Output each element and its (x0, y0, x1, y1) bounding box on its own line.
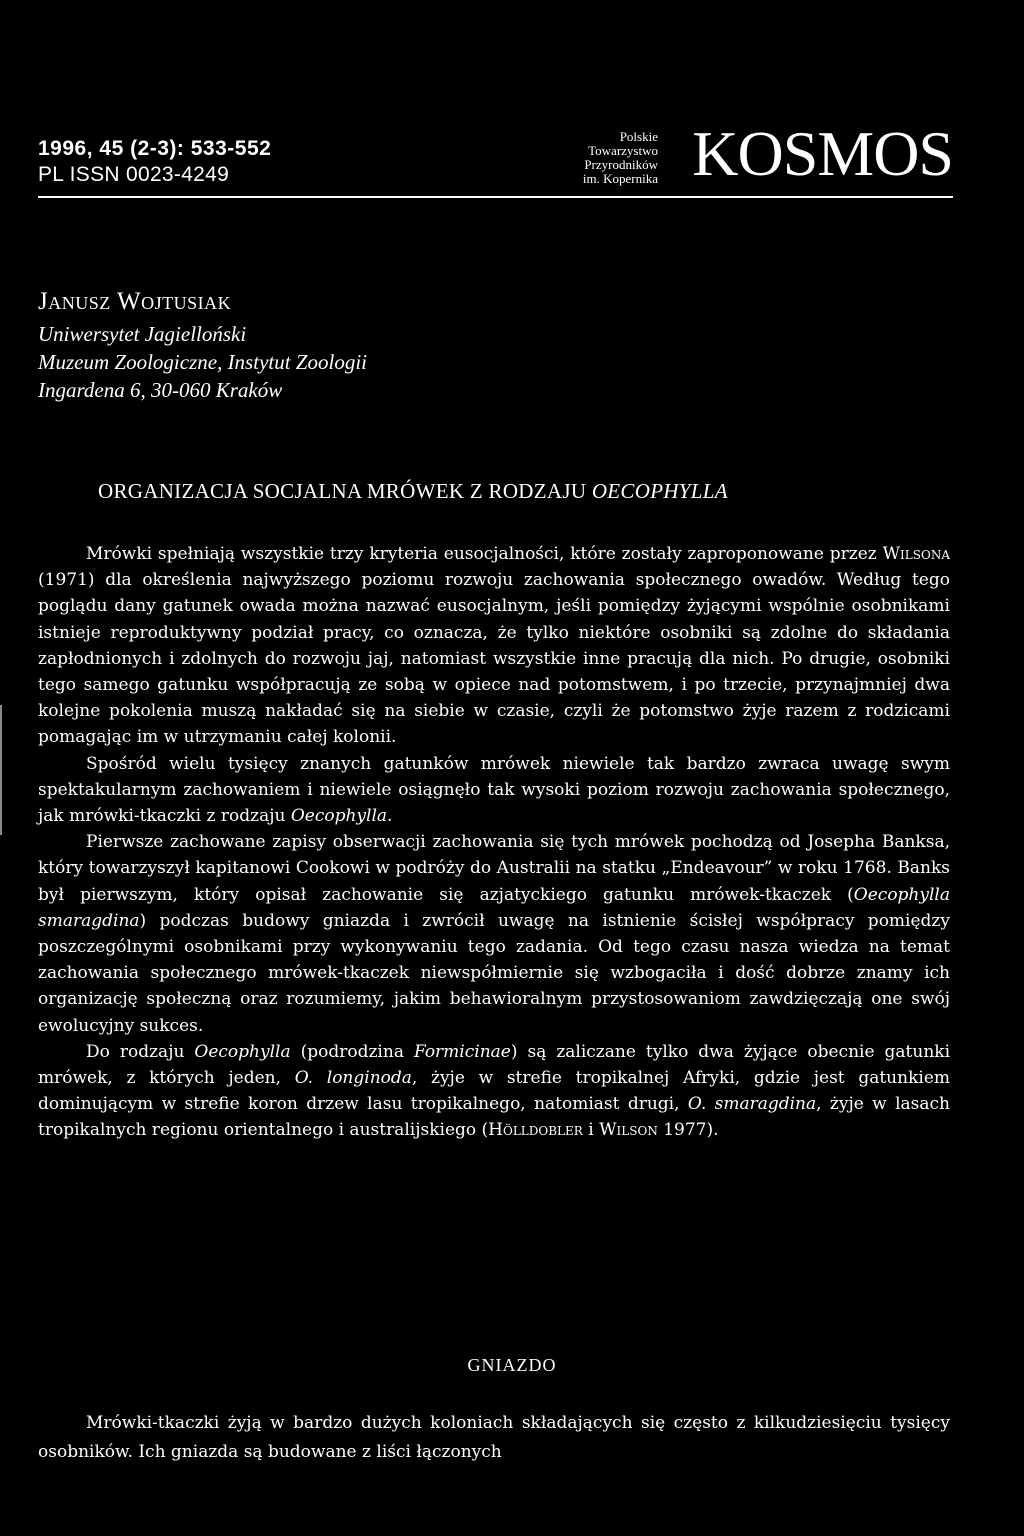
article-title (98, 476, 978, 506)
taxon-name: O. longinoda (294, 1068, 412, 1089)
issn: PL ISSN 0023-4249 (38, 163, 230, 186)
section-heading: GNIAZDO (467, 1355, 557, 1375)
text-run: ) są zaliczane tylko dwa żyjące obecnie gatunki mrówek, z których jeden, (38, 1041, 951, 1089)
title-genus: OECOPHYLLA (591, 479, 728, 503)
author-citation: Wilson (599, 1120, 658, 1141)
society-line: Towarzystwo (588, 143, 658, 158)
text-run: ) podczas budowy gniazda i zwrócił uwagę na istnienie ścisłej współpracy pomiędzy poszczególnymi osobnikami przy wykonywaniu tego zadania. Od tego czasu nasza wiedza na temat zachowania społecznego mrówek-tkaczek niewspółmiernie się wzbogaciła i dość dobrze znamy ich organizację społeczną oraz rozumiemy, jakim behawioralnym przystosowaniom zawdzięczają one swój ewolucyjny sukces. (38, 910, 950, 1036)
section-body (38, 1409, 950, 1467)
paragraph: Mrówki-tkaczki żyją w bardzo dużych koloniach składających się często z kilkudziesięciu tysięcy osobników. Ich gniazda są budowane z liści łączonych (38, 1413, 950, 1462)
title-main: ORGANIZACJA SOCJALNA MRÓWEK Z RODZAJU (98, 479, 592, 503)
taxon-name: Oecophylla (290, 806, 388, 827)
text-run: Spośród wielu tysięcy znanych gatunków mrówek niewiele tak bardzo zwraca uwagę swym spektakularnym zachowaniem i niewiele osiągnęło tak wysoki poziom rozwoju zachowania społecznego, jak mrówki-tkaczki z rodzaju (38, 753, 950, 827)
taxon-name: Oecophylla smaragdina (38, 884, 950, 931)
society-name (508, 130, 658, 186)
text-run: i (582, 1120, 600, 1141)
author-citation: Hölldobler (488, 1120, 583, 1141)
affiliation-line: Uniwersytet Jagielloński (38, 322, 247, 346)
paragraph (38, 541, 950, 751)
text-run: 1977). (657, 1120, 719, 1141)
text-run: (1971) dla określenia najwyższego poziomu rozwoju zachowania społecznego owadów. Według tego poglądu dany gatunek owada można nazwać eusocjalnym, jeśli pomiędzy żyjącymi wspólnie osobnikami istnieje reproduktywny podział pracy, co oznacza, że tylko niektóre osobniki są zdolne do składania zapłodnionych i zdolnych do rozwoju jaj, natomiast wszystkie inne pracują dla nich. Po drugie, osobniki tego samego gatunku współpracują ze sobą w opiece nad potomstwem, i po trzecie, przynajmniej dwa kolejne pokolenia muszą nakładać się na siebie w czasie, czyli że potomstwo żyje razem z rodzicami pomagając im w utrzymaniu całej kolonii. (38, 570, 950, 748)
header-rule (38, 196, 953, 198)
taxon-name: O. smaragdina (687, 1094, 817, 1115)
affiliation-line: Muzeum Zoologiczne, Instytut Zoologii (38, 350, 367, 374)
text-run: Do rodzaju (86, 1041, 195, 1062)
paragraph (38, 751, 950, 830)
text-run: , żyje w lasach tropikalnych regionu orientalnego i australijskiego ( (38, 1094, 950, 1141)
journal-header (38, 118, 953, 205)
paragraph (38, 829, 950, 1039)
text-run: . (387, 806, 393, 827)
margin-mark (0, 705, 2, 835)
author-citation: Wilsona (882, 544, 950, 564)
text-run: Mrówki spełniają wszystkie trzy kryteria eusocjalności, które zostały zaproponowane przez (86, 544, 883, 564)
taxon-name: Oecophylla (194, 1041, 291, 1062)
taxon-name: Formicinae (413, 1041, 511, 1062)
journal-title: KOSMOS (692, 118, 953, 189)
society-line: Przyrodników (584, 157, 658, 172)
text-run: (podrodzina (290, 1041, 414, 1062)
society-line: Polskie (619, 129, 658, 144)
issue-citation: 1996, 45 (2-3): 533-552 (38, 137, 272, 160)
text-run: Pierwsze zachowane zapisy obserwacji zachowania się tych mrówek pochodzą od Josepha Banksa, który towarzyszył kapitanowi Cookowi w podróży do Australii na statku „Endeavour” w roku 1768. Banks był pierwszym, który opisał zachowanie się azjatyckiego gatunku mrówek-tkaczek ( (38, 832, 950, 905)
text-run: , żyje w strefie tropikalnej Afryki, gdzie jest gatunkiem dominującym w strefie koron drzew lasu tropikalnego, natomiast drugi, (38, 1068, 950, 1115)
society-line: im. Kopernika (582, 171, 658, 186)
affiliation-line: Ingardena 6, 30-060 Kraków (38, 378, 283, 402)
article-body (38, 541, 950, 1144)
paragraph (38, 1039, 950, 1144)
citation-block (38, 136, 271, 188)
author-block (38, 284, 738, 404)
author-name: Janusz Wojtusiak (38, 288, 232, 315)
